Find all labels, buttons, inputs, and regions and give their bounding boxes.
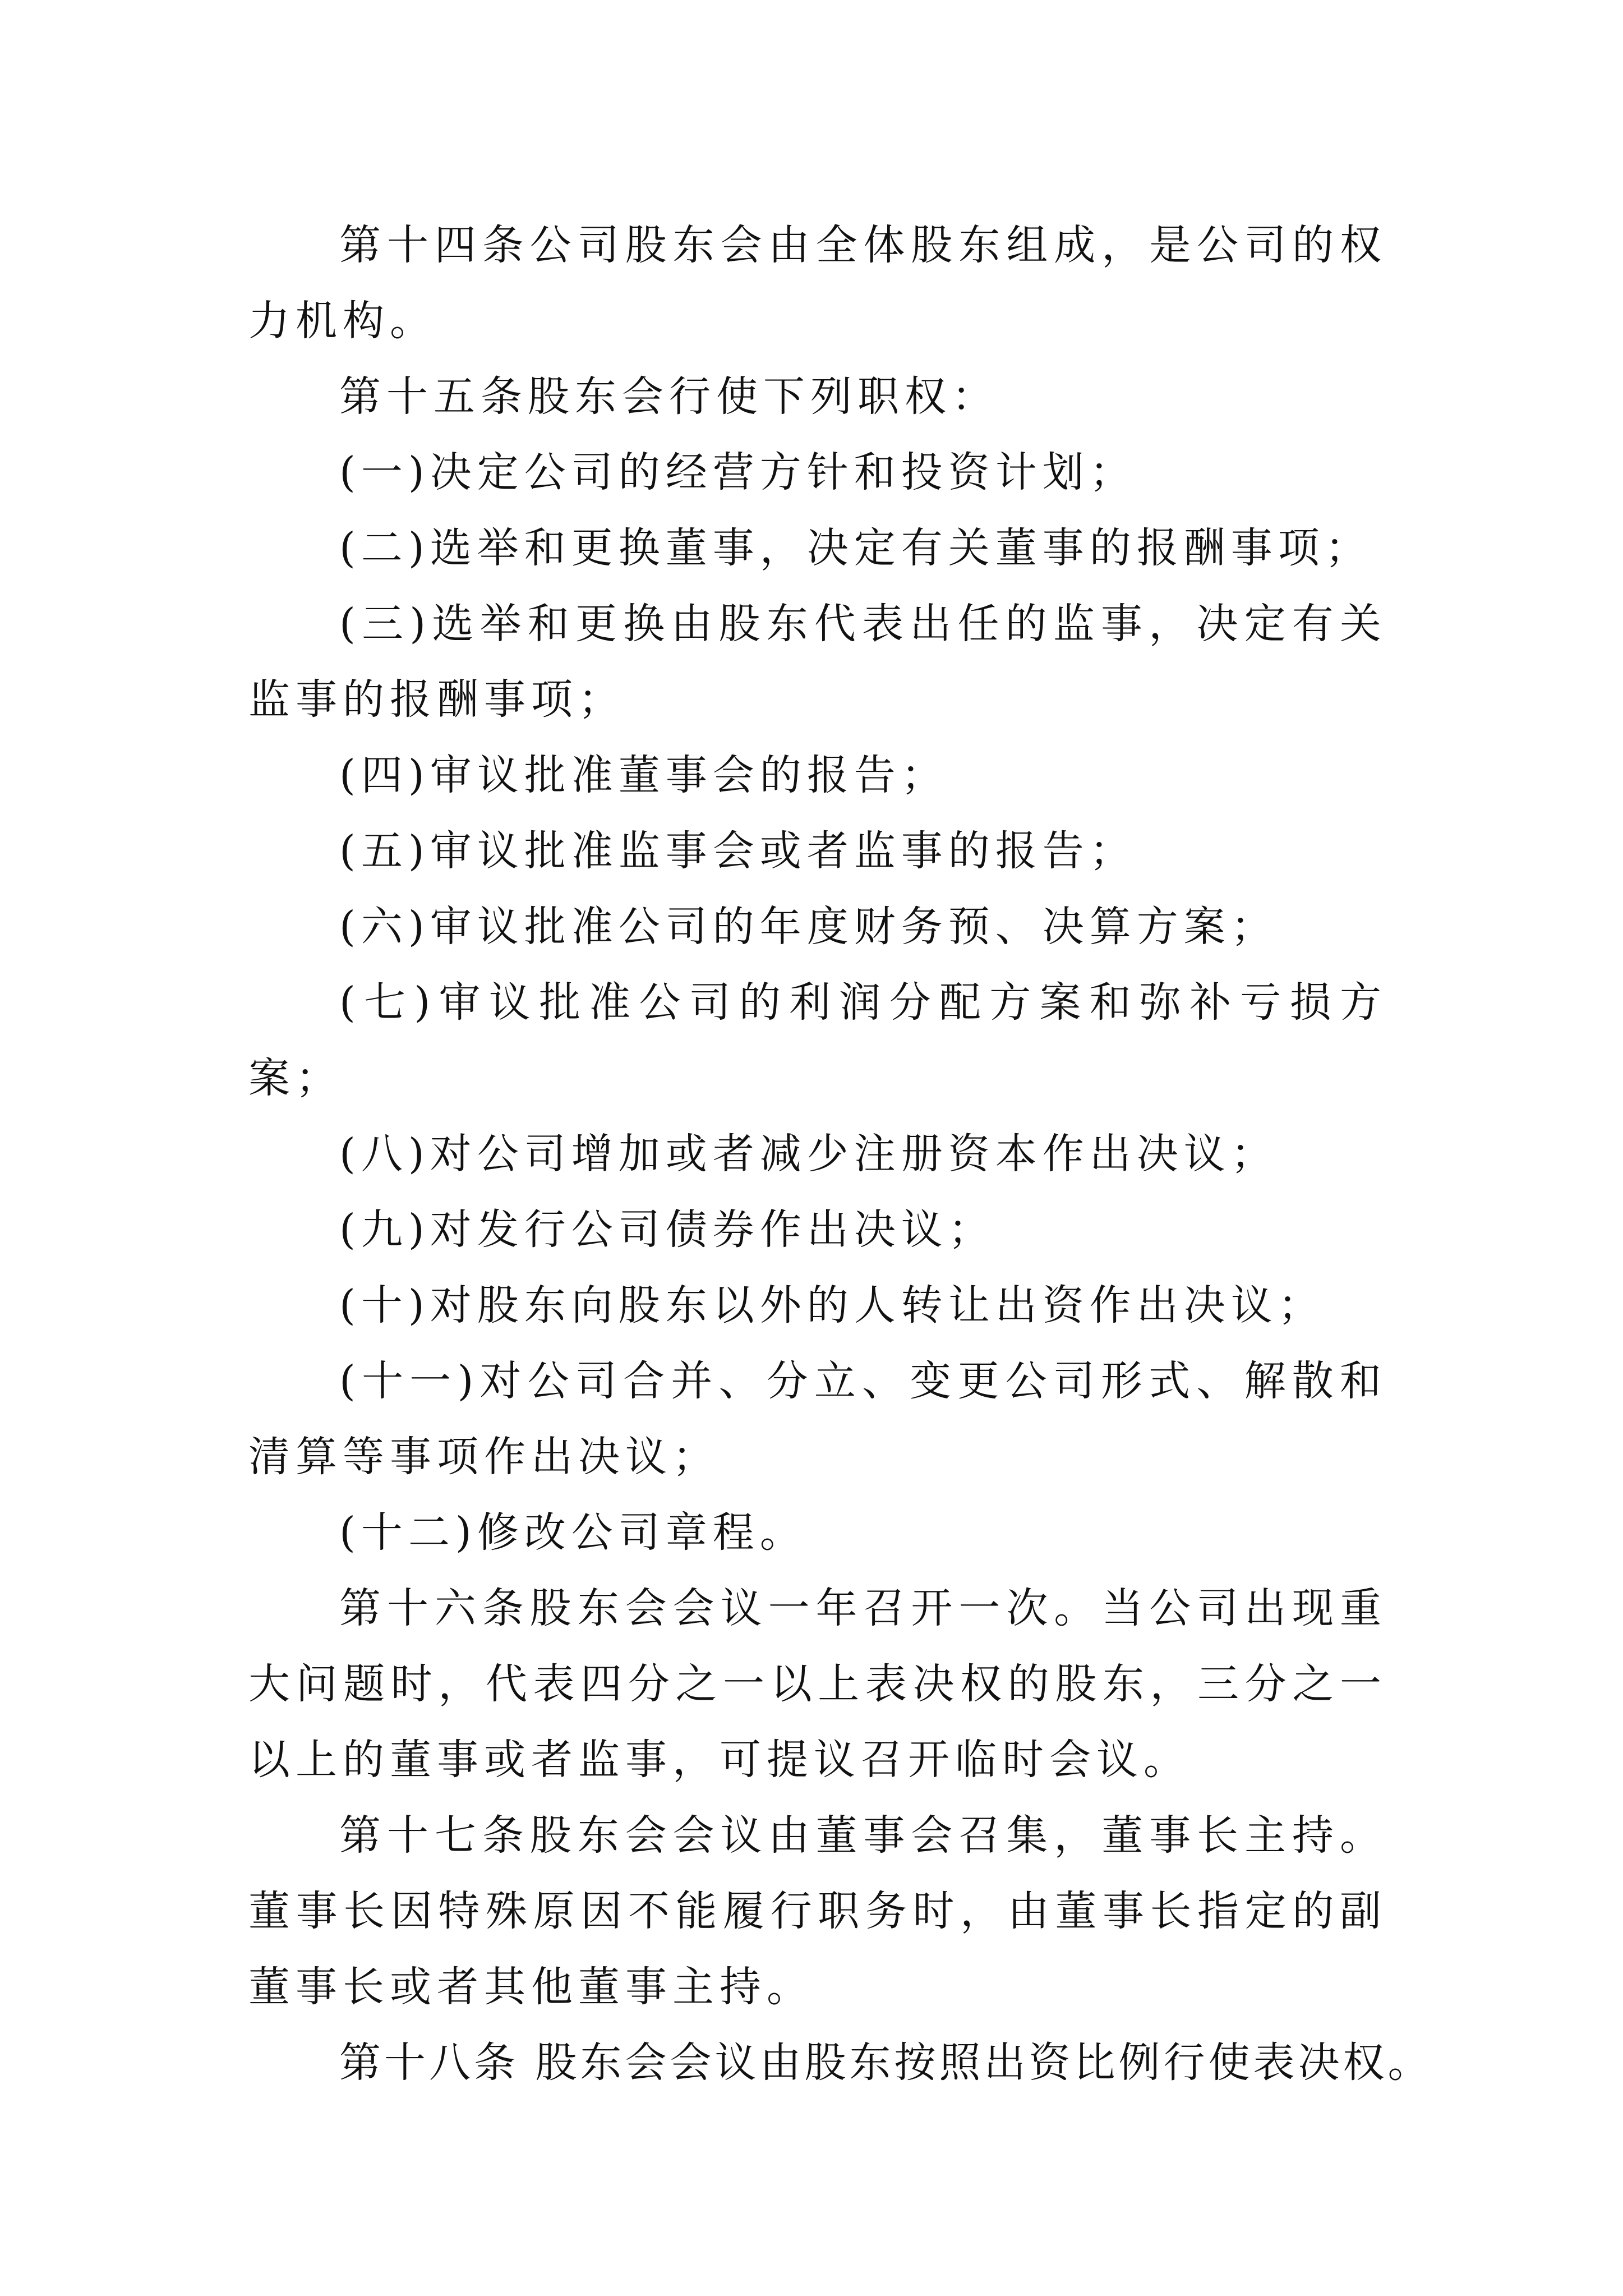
article-15-item-1: (一)决定公司的经营方针和投资计划； [339, 448, 1137, 496]
article-15-item-11: (十一)对公司合并、分立、变更公司形式、解散和清算等事项作出决议； [248, 1357, 1387, 1481]
article-15-item-7: (七)审议批准公司的利润分配方案和弥补亏损方案； [248, 978, 1387, 1102]
document-body [248, 208, 1433, 2101]
article-15-item-6: (六)审议批准公司的年度财务预、决算方案； [339, 903, 1278, 951]
article-15-paragraph: 第十五条股东会行使下列职权： [339, 372, 999, 421]
article-16-paragraph: 第十六条股东会会议一年召开一次。当公司出现重大问题时，代表四分之一以上表决权的股东，三分之一以上的董事或者监事，可提议召开临时会议。 [248, 1584, 1387, 1784]
article-15-item-12: (十二)修改公司章程。 [339, 1508, 807, 1557]
article-15-item-10: (十)对股东向股东以外的人转让出资作出决议； [339, 1281, 1325, 1329]
article-15-item-8: (八)对公司增加或者减少注册资本作出决议； [339, 1130, 1278, 1178]
article-15-item-3: (三)选举和更换由股东代表出任的监事，决定有关监事的报酬事项； [248, 600, 1387, 724]
article-15-item-2: (二)选举和更换董事，决定有关董事的报酬事项； [339, 524, 1372, 572]
article-15-item-4: (四)审议批准董事会的报告； [339, 751, 948, 799]
article-15-item-9: (九)对发行公司债券作出决议； [339, 1205, 995, 1254]
article-14-paragraph: 第十四条公司股东会由全体股东组成，是公司的权力机构。 [248, 221, 1387, 345]
article-15-item-5: (五)审议批准监事会或者监事的报告； [339, 827, 1137, 875]
article-18-paragraph: 第十八条 股东会会议由股东按照出资比例行使表决权。 [339, 2039, 1433, 2087]
article-17-paragraph: 第十七条股东会会议由董事会召集，董事长主持。董事长因特殊原因不能履行职务时，由董事长指定的副董事长或者其他董事主持。 [248, 1811, 1387, 2011]
